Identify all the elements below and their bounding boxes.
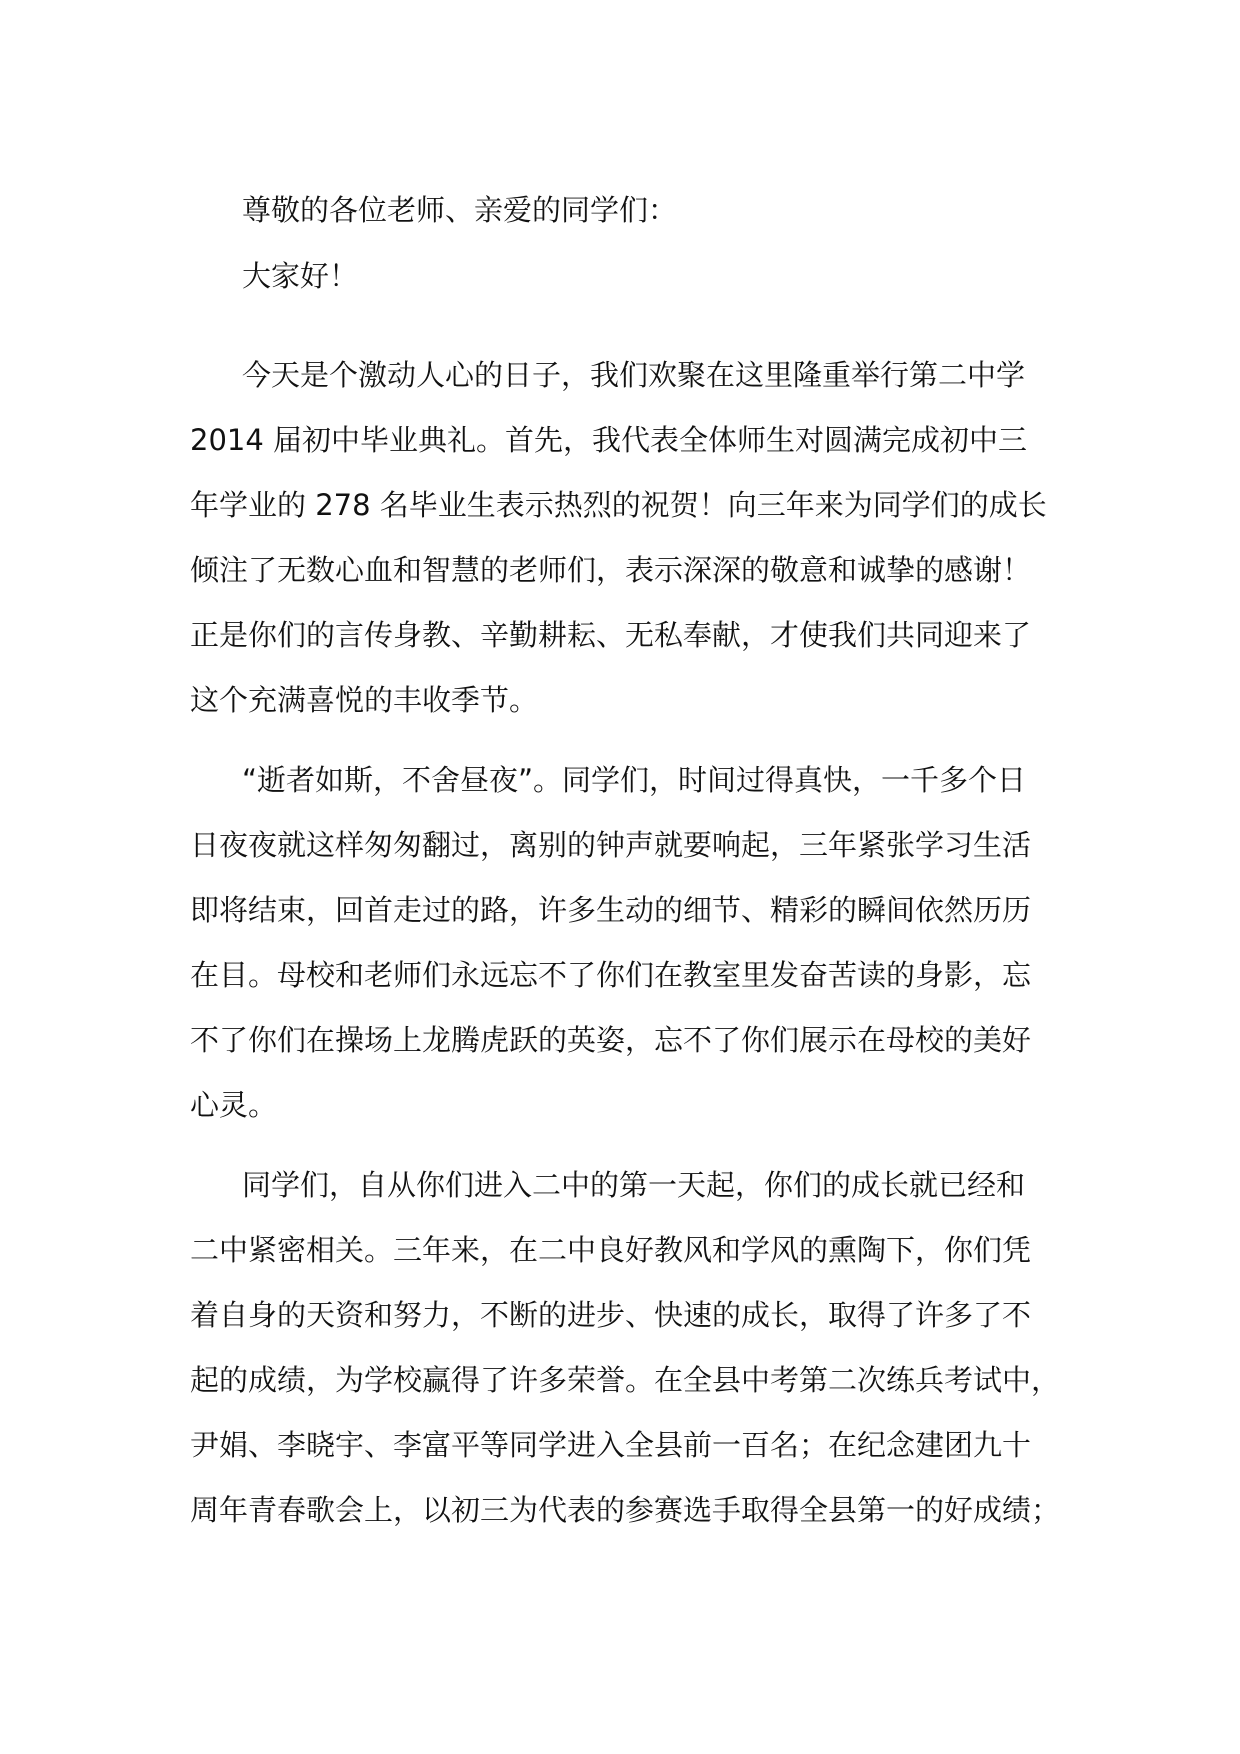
paragraph-line: 不了你们在操场上龙腾虎跃的英姿，忘不了你们展示在母校的美好 [190, 1023, 1032, 1057]
paragraph-line: 在目。母校和老师们永远忘不了你们在教室里发奋苦读的身影，忘 [190, 958, 1032, 992]
paragraph-line: 心灵。 [190, 1088, 278, 1122]
paragraph-line: 同学们，自从你们进入二中的第一天起，你们的成长就已经和 [242, 1168, 1026, 1202]
paragraph-line: 日夜夜就这样匆匆翻过，离别的钟声就要响起，三年紧张学习生活 [190, 828, 1032, 862]
greeting-line: 尊敬的各位老师、亲爱的同学们： [242, 193, 678, 227]
paragraph-line: 尹娟、李晓宇、李富平等同学进入全县前一百名；在纪念建团九十 [190, 1428, 1032, 1462]
paragraph-line: 年学业的 278 名毕业生表示热烈的祝贺！向三年来为同学们的成长 [190, 488, 1047, 522]
paragraph-line: 着自身的天资和努力，不断的进步、快速的成长，取得了许多了不 [190, 1298, 1032, 1332]
paragraph-line: 2014 届初中毕业典礼。首先，我代表全体师生对圆满完成初中三 [190, 423, 1028, 457]
paragraph-line: 这个充满喜悦的丰收季节。 [190, 683, 539, 717]
paragraph-line: 即将结束，回首走过的路，许多生动的细节、精彩的瞬间依然历历 [190, 893, 1032, 927]
hello-line: 大家好！ [242, 259, 359, 293]
paragraph-line: “逝者如斯，不舍昼夜”。同学们，时间过得真快，一千多个日 [242, 763, 1027, 797]
document-body [190, 0, 1061, 1754]
paragraph-line: 二中紧密相关。三年来，在二中良好教风和学风的熏陶下，你们凭 [190, 1233, 1032, 1267]
paragraph-line: 今天是个激动人心的日子，我们欢聚在这里隆重举行第二中学 [242, 358, 1026, 392]
paragraph-line: 起的成绩，为学校赢得了许多荣誉。在全县中考第二次练兵考试中， [190, 1363, 1061, 1397]
paragraph-line: 正是你们的言传身教、辛勤耕耘、无私奉献，才使我们共同迎来了 [190, 618, 1032, 652]
paragraph-line: 周年青春歌会上，以初三为代表的参赛选手取得全县第一的好成绩； [190, 1493, 1061, 1527]
paragraph-line: 倾注了无数心血和智慧的老师们，表示深深的敬意和诚挚的感谢！ [190, 553, 1032, 587]
